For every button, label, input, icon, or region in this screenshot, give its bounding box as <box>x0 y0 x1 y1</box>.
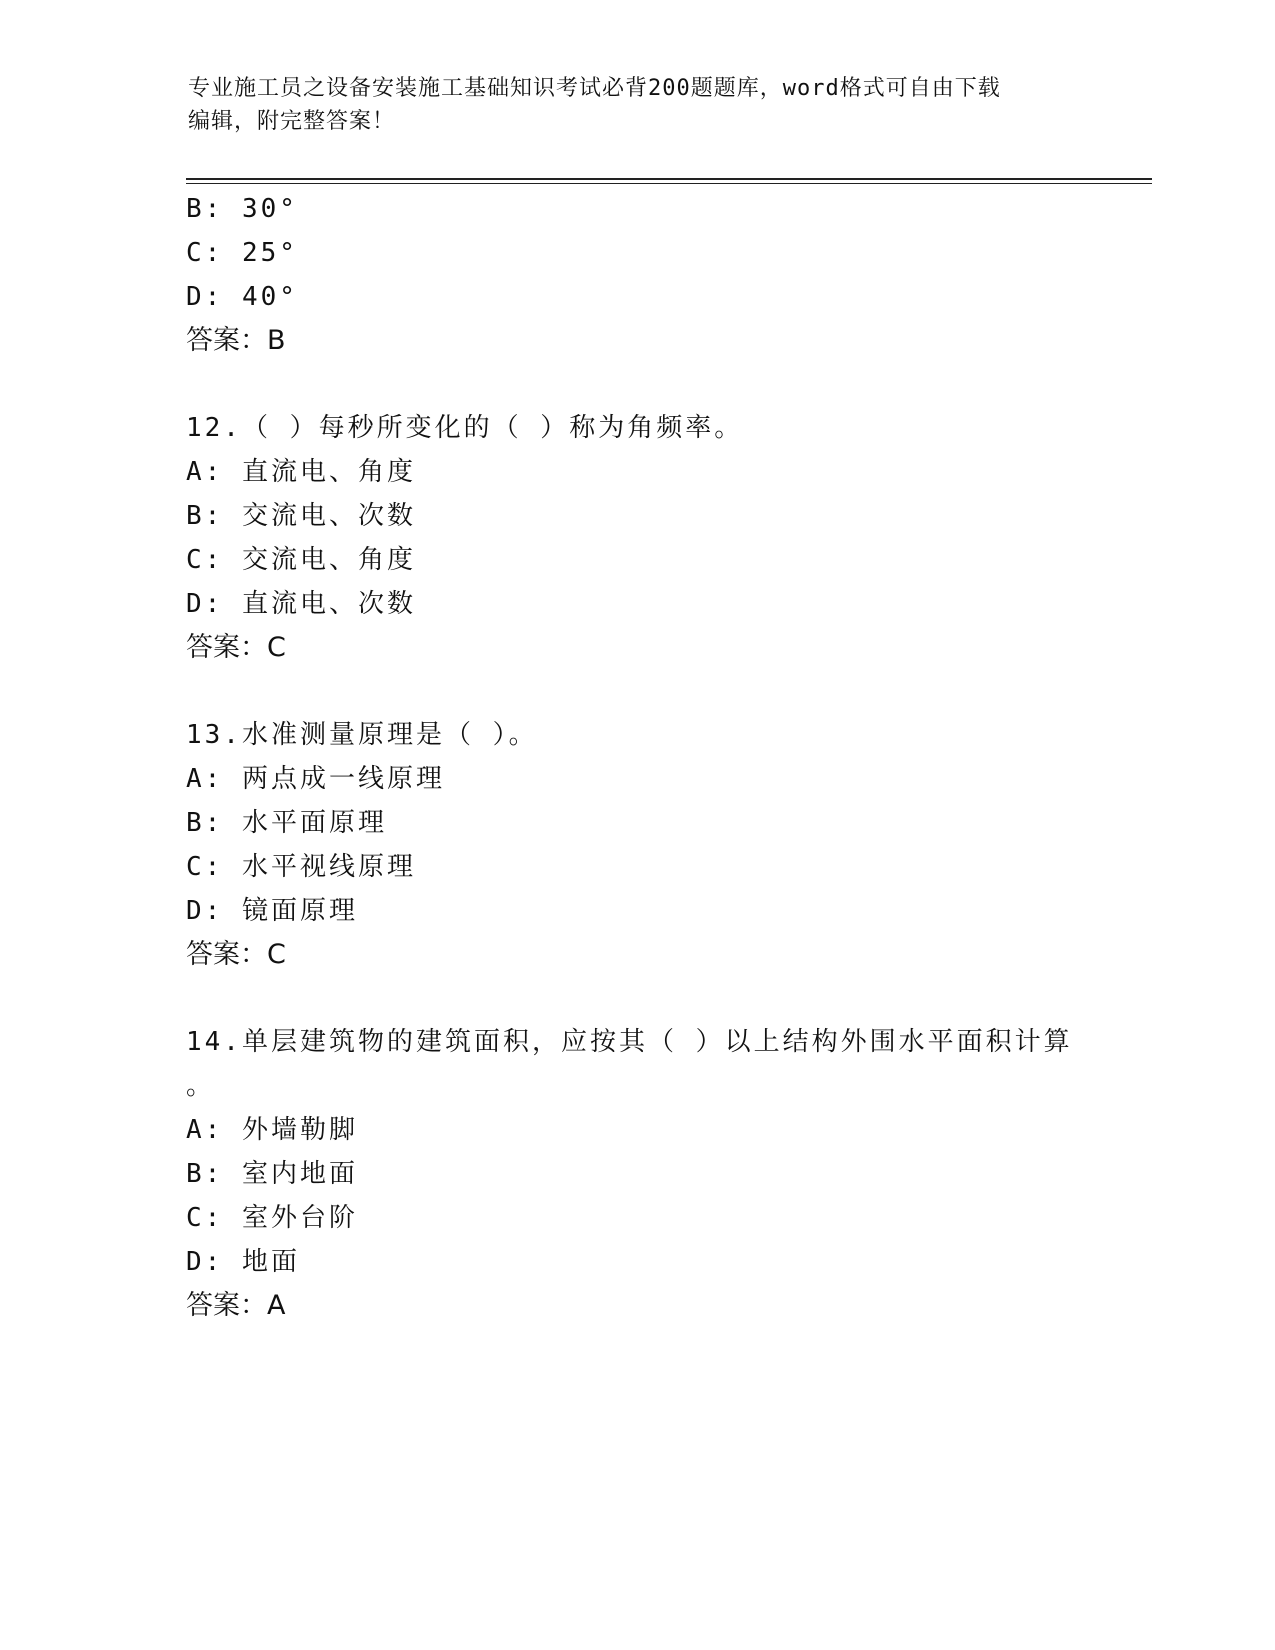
q14-question-continuation: 。 <box>186 1071 216 1101</box>
q12-option-a: A: 直流电、角度 <box>186 457 416 487</box>
document-header <box>188 72 1088 138</box>
q13-answer: 答案：C <box>186 939 286 970</box>
q14-question: 14.单层建筑物的建筑面积，应按其（ ）以上结构外围水平面积计算 <box>186 1027 1073 1057</box>
header-divider-thick <box>186 178 1152 180</box>
q14-option-c: C: 室外台阶 <box>186 1203 358 1233</box>
q13-option-a: A: 两点成一线原理 <box>186 764 445 794</box>
q11-option-b: B: 30° <box>186 194 298 224</box>
q13-option-b: B: 水平面原理 <box>186 808 387 838</box>
q13-question: 13.水准测量原理是（ ）。 <box>186 720 538 750</box>
q11-option-c: C: 25° <box>186 238 298 268</box>
header-divider-thin <box>186 183 1152 184</box>
q12-option-c: C: 交流电、角度 <box>186 545 416 575</box>
q13-option-c: C: 水平视线原理 <box>186 852 416 882</box>
header-title-line-2: 编辑，附完整答案！ <box>188 109 396 134</box>
q11-answer: 答案：B <box>186 325 286 356</box>
q11-option-d: D: 40° <box>186 282 298 312</box>
q14-option-d: D: 地面 <box>186 1247 300 1277</box>
q14-answer: 答案：A <box>186 1290 286 1321</box>
q14-option-b: B: 室内地面 <box>186 1159 358 1189</box>
q12-option-d: D: 直流电、次数 <box>186 589 416 619</box>
header-title-line-1: 专业施工员之设备安装施工基础知识考试必背200题题库，word格式可自由下载 <box>188 76 1001 101</box>
q12-answer: 答案：C <box>186 632 286 663</box>
q14-option-a: A: 外墙勒脚 <box>186 1115 358 1145</box>
q12-option-b: B: 交流电、次数 <box>186 501 416 531</box>
q12-question: 12.（ ）每秒所变化的（ ）称为角频率。 <box>186 413 744 443</box>
q13-option-d: D: 镜面原理 <box>186 896 358 926</box>
